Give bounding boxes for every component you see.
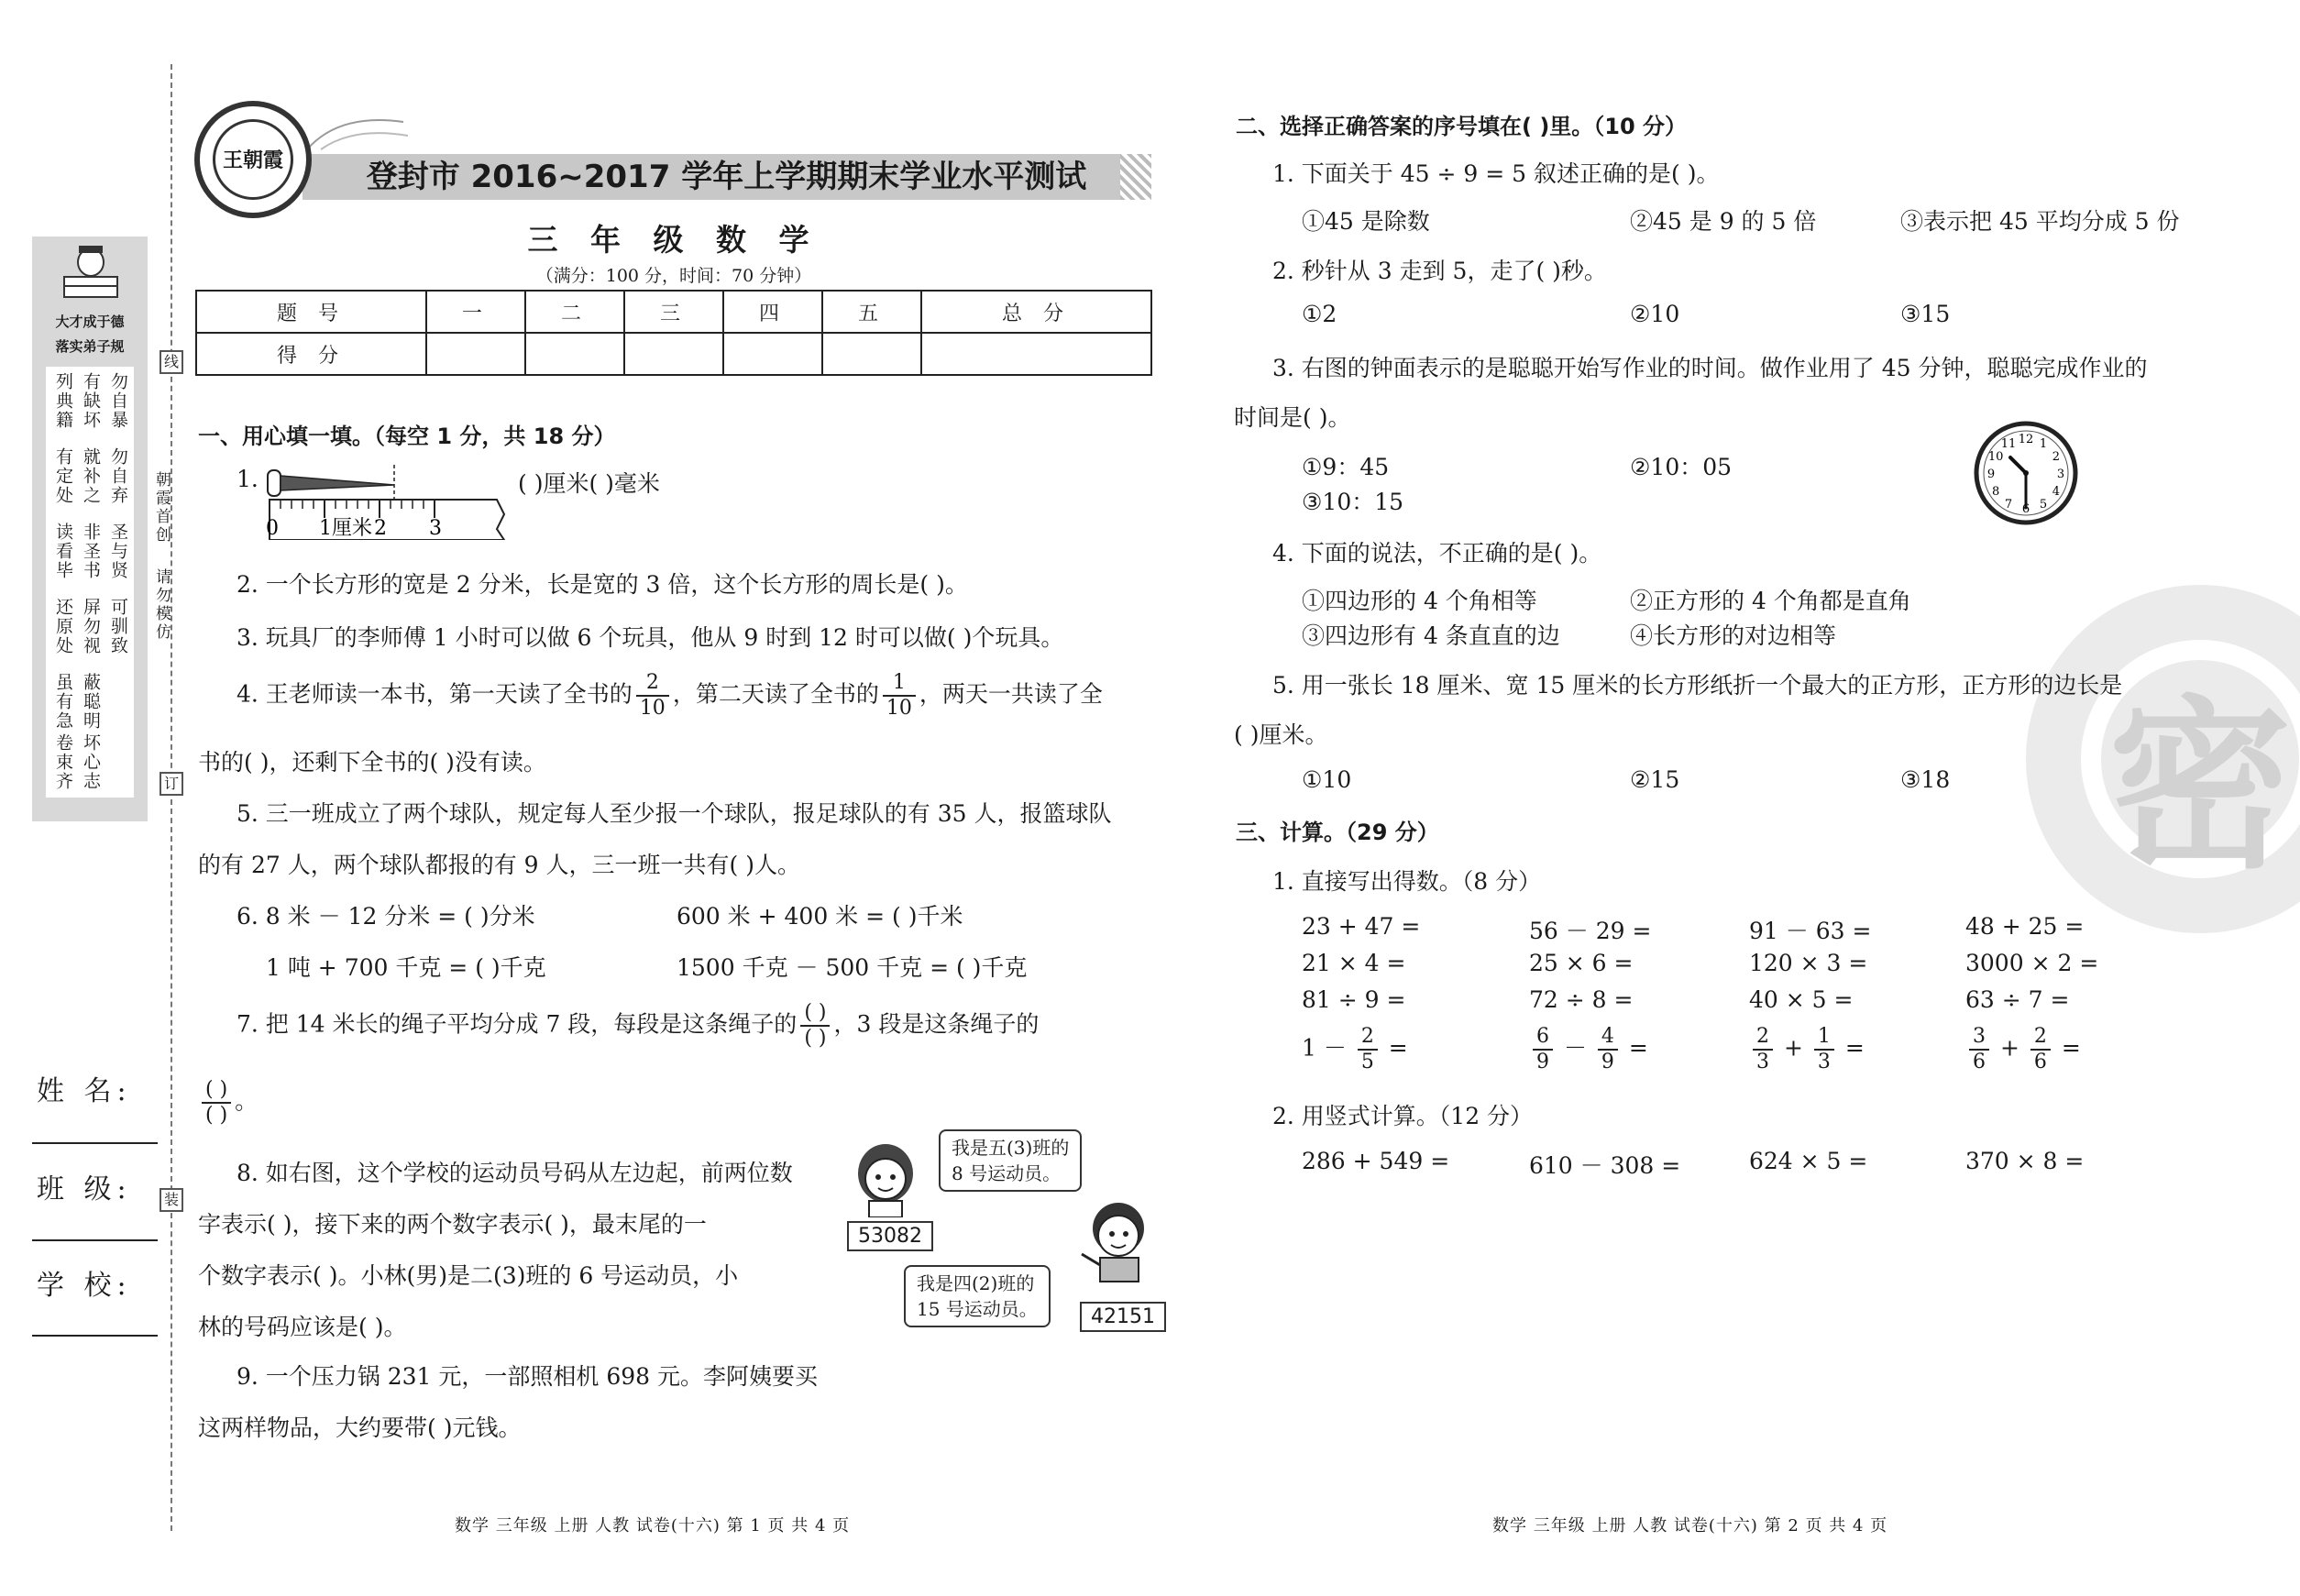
ruler-label: 0 [266,517,279,540]
fraction-denominator: ( ) [804,1027,827,1050]
question-1-number: 1. [237,466,259,492]
calc-operator: － [1563,1034,1587,1062]
page-footer-left: 数学 三年级 上册 人教 试卷(十六) 第 1 页 共 4 页 [455,1516,851,1535]
score-table-score-row [196,333,1151,375]
bind-mark-bind: 装 [160,1188,183,1212]
subject-title: 三 年 级 数 学 [527,222,820,258]
clock-number: 8 [1991,485,2000,499]
mc-option[interactable]: ②10 [1630,301,1680,327]
fraction-numerator: ( ) [800,1001,830,1027]
bubble-line: 8 号运动员。 [952,1162,1062,1184]
fraction-denominator: 10 [886,697,912,720]
maxim: 屏勿视 [81,598,101,655]
vertical-calc-item: 286 + 549 = [1302,1148,1450,1174]
maxim: 勿自弃 [108,447,128,505]
bubble-line: 我是五(3)班的 [952,1137,1070,1159]
maxim: 坏心志 [81,733,101,791]
clock-number: 1 [2039,437,2048,452]
mc-option[interactable]: ①四边形的 4 个角相等 [1302,588,1537,614]
vertical-calc-item: 610 － 308 = [1529,1152,1681,1179]
ruler-label: 2 [374,517,387,540]
fraction-numerator: ( ) [202,1078,231,1104]
maxim: 列典籍 [53,372,73,430]
maxim: 蔽聪明 [81,673,101,731]
fraction-denominator: ( ) [205,1104,228,1127]
fraction-denominator: 9 [1601,1051,1614,1073]
mc-question-2: 2. 秒针从 3 走到 5，走了( )秒。 [1272,258,1607,284]
calc-item: 56 － 29 = [1529,918,1652,944]
mc-option[interactable]: ②15 [1630,766,1680,793]
calc-part-2-title: 2. 用竖式计算。（12 分） [1272,1103,1534,1129]
mc-option[interactable]: ③15 [1900,301,1951,327]
score-table-header-row [196,291,1151,333]
clock-number: 7 [2004,497,2013,512]
motto-line-2: 落实弟子规 [55,338,125,355]
mc-option[interactable]: ②10：05 [1630,454,1733,480]
scholar-illustration [57,240,125,306]
question-4-line-2: 书的( )，还剩下全书的( )没有读。 [198,749,546,776]
copyright-note: 朝霞首创 [152,471,171,545]
fraction-denominator: 3 [1817,1051,1831,1073]
calc-item: 81 ÷ 9 = [1302,986,1406,1013]
maxim: 读看毕 [53,523,73,580]
jersey-number-box: 53082 [847,1221,933,1251]
calc-item: 40 × 5 = [1749,986,1854,1013]
fraction [1533,1025,1553,1074]
vertical-calc-item: 624 × 5 = [1749,1148,1868,1174]
mc-option[interactable]: ①2 [1302,301,1337,327]
name-label: 姓 名: [37,1075,132,1107]
question-8-line-3: 个数字表示( )。小林(男)是二(3)班的 6 号运动员，小 [198,1262,739,1289]
maxim: 圣与贤 [108,523,128,580]
score-table [195,290,1152,376]
clock-number: 2 [2052,450,2061,464]
score-cell: 四 [723,291,822,333]
question-9-line-2: 这两样物品，大约要带( )元钱。 [198,1414,522,1441]
boy-illustration [1073,1197,1155,1289]
school-field[interactable] [32,1335,158,1337]
calc-equals: = [1844,1034,1865,1062]
fraction-numerator: 1 [883,671,916,697]
confidential-seal [2026,585,2300,933]
calc-equals: = [2061,1034,2081,1062]
clock-number: 6 [2021,502,2030,516]
fraction [1753,1025,1773,1074]
fraction [1598,1025,1618,1074]
mc-option[interactable]: ②正方形的 4 个角都是直角 [1630,588,1911,614]
score-entry[interactable] [822,333,921,375]
question-5-line-1: 5. 三一班成立了两个球队，规定每人至少报一个球队，报足球队的有 35 人，报篮球队 [237,800,1112,827]
fraction-numerator: 6 [1533,1025,1553,1051]
fraction-numerator: 2 [636,671,669,697]
section2-title: 二、选择正确答案的序号填在( )里。（10 分） [1236,114,1688,139]
calc-operator: + [1783,1034,1803,1062]
clock-number: 4 [2052,485,2061,499]
question-7-text-b: ，3 段是这条绳子的 [833,1010,1040,1038]
score-cell: 三 [624,291,723,333]
binding-line [171,64,172,1531]
question-8-line-2: 字表示( )，接下来的两个数字表示( )，最末尾的一 [198,1211,707,1238]
score-cell: 得 分 [196,333,426,375]
bubble-line: 我是四(2)班的 [917,1272,1035,1294]
section3-title: 三、计算。（29 分） [1236,820,1439,845]
bubble-line: 15 号运动员。 [917,1298,1038,1320]
calc-item: 3000 × 2 = [1965,950,2099,976]
mc-option[interactable]: ①9：45 [1302,454,1390,480]
fraction [1814,1025,1834,1074]
clock-number: 10 [1987,450,2004,464]
seal-character: 密 [2107,680,2292,894]
mc-option[interactable]: ①45 是除数 [1302,208,1430,235]
ribbon-decoration [303,108,413,154]
question-6a: 6. 8 米 － 12 分米 = ( )分米 [237,903,535,930]
question-7-line-2 [198,1078,258,1128]
question-4-text-c: ，两天一共读了全 [919,680,1103,708]
calc-item: 23 + 47 = [1302,913,1421,940]
question-7-text-c: 。 [235,1087,259,1115]
fraction-denominator: 6 [1973,1051,1986,1073]
calc-operator: + [1999,1034,2019,1062]
question-4-line-1 [237,671,1103,721]
exam-meta: （满分：100 分，时间：70 分钟） [535,266,812,286]
mc-question-5-line-1: 5. 用一张长 18 厘米、宽 15 厘米的长方形纸折一个最大的正方形，正方形的边长是 [1272,672,2123,699]
question-8-line-4: 林的号码应该是( )。 [198,1314,407,1340]
mc-question-3-line-1: 3. 右图的钟面表示的是聪聪开始写作业的时间。做作业用了 45 分钟，聪聪完成作业的 [1272,355,2148,381]
question-6c: 1 吨 + 700 千克 = ( )千克 [266,954,546,981]
calc-item: 91 － 63 = [1749,918,1872,944]
question-8-line-1: 8. 如右图，这个学校的运动员号码从左边起，前两位数 [237,1160,793,1186]
question-5-line-2: 的有 27 人，两个球队都报的有 9 人，三一班一共有( )人。 [198,852,800,878]
question-2: 2. 一个长方形的宽是 2 分米，长是宽的 3 倍，这个长方形的周长是( )。 [237,571,968,598]
motto-line-1: 大才成于德 [55,314,125,330]
maxim: 可驯致 [108,598,128,655]
score-cell: 二 [525,291,624,333]
score-entry[interactable] [525,333,624,375]
clock-number: 9 [1986,468,1996,481]
mc-question-5-line-2: ( )厘米。 [1234,721,1328,748]
class-field[interactable] [32,1239,158,1241]
score-cell: 总 分 [921,291,1151,333]
fraction-denominator: 9 [1536,1051,1549,1073]
calc-equals: = [1388,1034,1408,1062]
clock-number: 11 [2000,437,2017,452]
calc-item: 25 × 6 = [1529,950,1634,976]
ruler-label: 3 [429,517,442,540]
calc-item: 120 × 3 = [1749,950,1868,976]
question-9-line-1: 9. 一个压力锅 231 元，一部照相机 698 元。李阿姨要买 [237,1363,819,1390]
question-6b: 600 米 + 400 米 = ( )千米 [677,903,963,930]
bind-mark-order: 订 [160,772,183,796]
fraction [1358,1025,1378,1074]
calc-fraction-item [1529,1025,1648,1074]
bind-mark-line: 线 [160,350,183,374]
calc-item: 63 ÷ 7 = [1965,986,2070,1013]
section1-title: 一、用心填一填。（每空 1 分，共 18 分） [198,424,616,449]
mc-question-1: 1. 下面关于 45 ÷ 9 = 5 叙述正确的是( )。 [1272,160,1720,187]
speech-bubble-girl [939,1129,1082,1192]
class-label: 班 级: [37,1173,132,1205]
calc-item: 48 + 25 = [1965,913,2085,940]
vertical-calc-item: 370 × 8 = [1965,1148,2085,1174]
calc-fraction-item [1965,1025,2081,1074]
maxim: 就补之 [81,447,101,505]
maxim: 虽有急 [53,673,73,731]
mc-option[interactable]: ④长方形的对边相等 [1630,622,1837,649]
fraction-numerator: 2 [1358,1025,1378,1051]
brand-logo [194,101,312,218]
mc-question-4: 4. 下面的说法，不正确的是( )。 [1272,540,1602,567]
question-3: 3. 玩具厂的李师傅 1 小时可以做 6 个玩具，他从 9 时到 12 时可以做( )个玩具。 [237,624,1064,651]
ruler-figure [266,463,513,540]
question-1-blanks[interactable]: ( )厘米( )毫米 [518,470,660,497]
mc-option[interactable]: ①10 [1302,766,1352,793]
school-label: 学 校: [37,1270,132,1302]
ruler-label: 1厘米 [319,517,372,540]
score-entry[interactable] [426,333,525,375]
calc-fraction-item [1302,1025,1408,1074]
score-cell: 五 [822,291,921,333]
fraction-numerator: 1 [1814,1025,1834,1051]
calc-item: 21 × 4 = [1302,950,1406,976]
fraction [2030,1025,2051,1074]
calc-equals: = [1628,1034,1648,1062]
fraction-denominator: 5 [1360,1051,1374,1073]
fraction-denominator: 3 [1756,1051,1769,1073]
jersey-number-box: 42151 [1080,1302,1166,1332]
fraction-numerator: 4 [1598,1025,1618,1051]
fraction-1-10 [883,671,916,721]
score-entry[interactable] [723,333,822,375]
blank-fraction[interactable] [800,1001,830,1051]
calc-part-1-title: 1. 直接写出得数。（8 分） [1272,868,1542,895]
maxim: 勿自暴 [108,372,128,430]
brand-logo-text: 王朝霞 [213,119,293,200]
score-cell: 一 [426,291,525,333]
question-4-text-a: 4. 王老师读一本书，第一天读了全书的 [237,680,633,708]
mc-option[interactable]: ③表示把 45 平均分成 5 份 [1900,208,2180,235]
fraction-numerator: 3 [1969,1025,1989,1051]
clock-face [1973,420,2079,526]
motto [46,312,134,356]
question-6d: 1500 千克 － 500 千克 = ( )千克 [677,954,1028,981]
fraction-numerator: 2 [1753,1025,1773,1051]
mc-option[interactable]: ③18 [1900,766,1951,793]
blank-fraction[interactable] [202,1078,231,1128]
clock-number: 12 [2018,433,2034,446]
mc-option[interactable]: ②45 是 9 的 5 倍 [1630,208,1817,235]
fraction-numerator: 2 [2030,1025,2051,1051]
no-copy-note: 请勿模仿 [152,568,171,642]
maxim: 有缺坏 [81,372,101,430]
clock-number: 3 [2056,468,2065,481]
score-entry[interactable] [624,333,723,375]
fraction [1969,1025,1989,1074]
mc-option[interactable]: ③四边形有 4 条直直的边 [1302,622,1560,649]
exam-title: 登封市 2016~2017 学年上学期期末学业水平测试 [366,159,1087,195]
speech-bubble-boy [904,1265,1051,1327]
question-7-text-a: 7. 把 14 米长的绳子平均分成 7 段，每段是这条绳子的 [237,1010,798,1038]
mc-option[interactable]: ③10：15 [1302,489,1404,515]
score-entry[interactable] [921,333,1151,375]
page-footer-right: 数学 三年级 上册 人教 试卷(十六) 第 2 页 共 4 页 [1492,1516,1888,1535]
clock-number: 5 [2039,497,2048,512]
maxim: 还原处 [53,598,73,655]
maxim: 非圣书 [81,523,101,580]
girl-illustration [842,1137,930,1217]
fraction-denominator: 10 [639,697,666,720]
maxim: 卷束齐 [53,733,73,791]
name-field[interactable] [32,1142,158,1144]
fraction-2-10 [636,671,669,721]
calc-fraction-item [1749,1025,1865,1074]
maxim: 有定处 [53,447,73,505]
calc-lead: 1 － [1302,1034,1347,1062]
calc-item: 72 ÷ 8 = [1529,986,1634,1013]
score-cell: 题 号 [196,291,426,333]
question-4-text-b: ，第二天读了全书的 [672,680,879,708]
mc-question-3-line-2: 时间是( )。 [1234,404,1351,431]
maxims-panel [46,367,134,798]
question-7-line-1 [237,1001,1039,1051]
fraction-denominator: 6 [2033,1051,2047,1073]
